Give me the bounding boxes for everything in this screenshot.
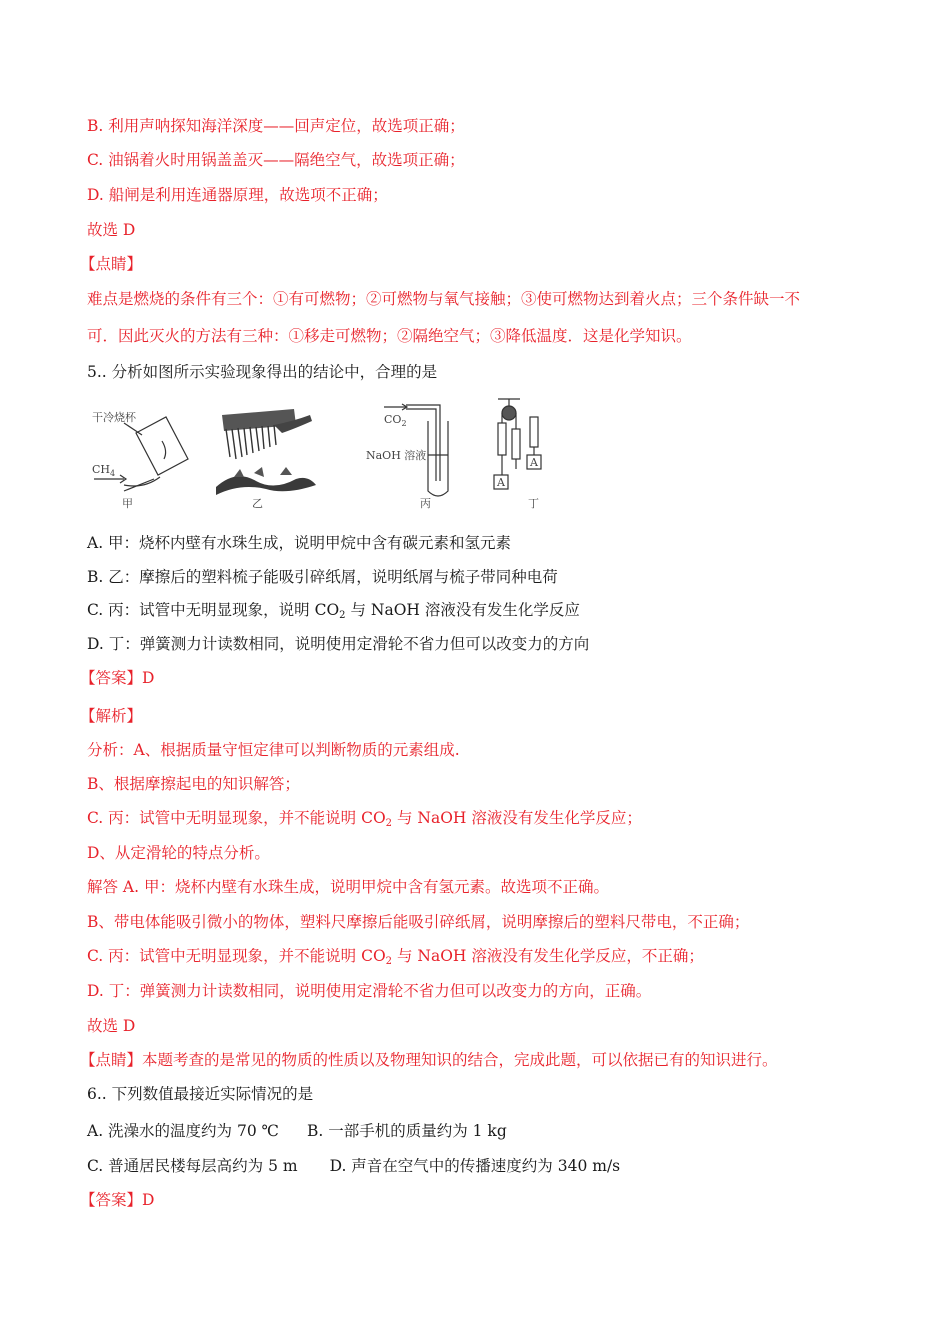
- fig-caption-bing: 丙: [420, 497, 431, 510]
- q5-analysis-4: D、从定滑轮的特点分析。: [87, 844, 270, 862]
- q5-analysis-tag: 【解析】: [80, 707, 143, 725]
- q5-option-c-sub: 2: [339, 610, 346, 621]
- prev-analysis-b: B. 利用声呐探知海洋深度——回声定位，故选项正确；: [87, 117, 465, 135]
- q5-option-b: B. 乙：摩擦后的塑料梳子能吸引碎纸屑，说明纸屑与梳子带同种电荷: [87, 568, 558, 586]
- q5-analysis-7-sub: 2: [385, 956, 393, 967]
- prev-comment-line1: 难点是燃烧的条件有三个：①有可燃物；②可燃物与氧气接触；③使可燃物达到着火点；三个条件缺一不: [87, 290, 801, 308]
- q5-stem: 5.. 分析如图所示实验现象得出的结论中，合理的是: [87, 363, 438, 381]
- fig-ch4-sub: 4: [110, 469, 116, 478]
- fig-weight-a1: A: [497, 476, 505, 489]
- q5-answer: 【答案】D: [80, 669, 155, 687]
- q5-figure: [84, 395, 572, 513]
- fig-co2-sub: 2: [401, 419, 407, 428]
- svg-text:CO2: [384, 413, 407, 428]
- fig-naoh: NaOH 溶液: [366, 449, 427, 462]
- q5-analysis-1: 分析：A、根据质量守恒定律可以判断物质的元素组成.: [87, 741, 460, 759]
- q5-analysis-3-pre: C. 丙：试管中无明显现象，并不能说明 CO: [87, 809, 386, 827]
- q6-answer: 【答案】D: [80, 1191, 155, 1209]
- q5-comment-text: 本题考查的是常见的物质的性质以及物理知识的结合，完成此题，可以依据已有的知识进行。: [142, 1051, 778, 1069]
- q5-comment-tag: 【点睛】: [80, 1051, 143, 1069]
- q5-analysis-3-sub: 2: [385, 818, 393, 829]
- q5-analysis-2: B、根据摩擦起电的知识解答；: [87, 775, 300, 793]
- q5-option-c-pre: C. 丙：试管中无明显现象，说明 CO: [87, 601, 340, 619]
- q5-analysis-8: D. 丁：弹簧测力计读数相同，说明使用定滑轮不省力但可以改变力的方向，正确。: [87, 982, 652, 1000]
- q5-analysis-3-post: 与 NaOH 溶液没有发生化学反应；: [392, 809, 642, 827]
- q6-options-row1: [87, 1121, 870, 1141]
- figure-ding: [494, 399, 541, 510]
- figure-yi: [216, 409, 316, 510]
- prev-analysis-d: D. 船闸是利用连通器原理，故选项不正确；: [87, 186, 388, 204]
- q6-stem: 6.. 下列数值最接近实际情况的是: [87, 1085, 314, 1103]
- q5-option-a: A. 甲：烧杯内壁有水珠生成，说明甲烷中含有碳元素和氢元素: [87, 534, 512, 552]
- q5-analysis-7: [87, 946, 870, 966]
- figure-jia: [92, 410, 188, 510]
- q5-analysis-7-pre: C. 丙：试管中无明显现象，并不能说明 CO: [87, 947, 386, 965]
- fig-caption-jia: 甲: [122, 497, 133, 510]
- q6-option-b: B. 一部手机的质量约为 1 kg: [306, 1122, 507, 1140]
- q5-analysis-5: 解答 A. 甲：烧杯内壁有水珠生成，说明甲烷中含有氢元素。故选项不正确。: [87, 878, 609, 896]
- fig-caption-ding: 丁: [528, 497, 539, 510]
- prev-choice: 故选 D: [87, 221, 136, 239]
- prev-analysis-c: C. 油锅着火时用锅盖盖灭——隔绝空气，故选项正确；: [87, 151, 465, 169]
- fig-top-text: 干冷烧杯: [92, 411, 136, 424]
- q6-option-d: D. 声音在空气中的传播速度约为 340 m/s: [329, 1157, 621, 1175]
- q6-option-c: C. 普通居民楼每层高约为 5 m: [87, 1157, 298, 1175]
- q5-analysis-6: B、带电体能吸引微小的物体，塑料尺摩擦后能吸引碎纸屑，说明摩擦后的塑料尺带电，不正确；: [87, 913, 750, 931]
- q5-analysis-9: 故选 D: [87, 1017, 136, 1035]
- fig-weight-a2: A: [530, 456, 538, 469]
- fig-caption-yi: 乙: [252, 497, 263, 510]
- fig-ch4: CH: [92, 463, 111, 476]
- figure-bing: [366, 404, 448, 510]
- prev-comment-tag: 【点睛】: [80, 255, 143, 273]
- q6-option-a: A. 洗澡水的温度约为 70 ℃: [87, 1122, 279, 1140]
- prev-comment-line2: 可．因此灭火的方法有三种：①移走可燃物；②隔绝空气；③降低温度．这是化学知识。: [87, 327, 692, 345]
- fig-co2: CO: [384, 413, 402, 426]
- q5-option-c-post: 与 NaOH 溶液没有发生化学反应: [345, 601, 580, 619]
- q5-comment: [80, 1050, 870, 1070]
- q5-option-d: D. 丁：弹簧测力计读数相同，说明使用定滑轮不省力但可以改变力的方向: [87, 635, 590, 653]
- svg-text:CH4: [92, 463, 115, 478]
- q5-analysis-3: [87, 808, 870, 828]
- q6-options-row2: [87, 1156, 870, 1176]
- q5-option-c: [87, 600, 870, 620]
- q5-analysis-7-post: 与 NaOH 溶液没有发生化学反应，不正确；: [392, 947, 704, 965]
